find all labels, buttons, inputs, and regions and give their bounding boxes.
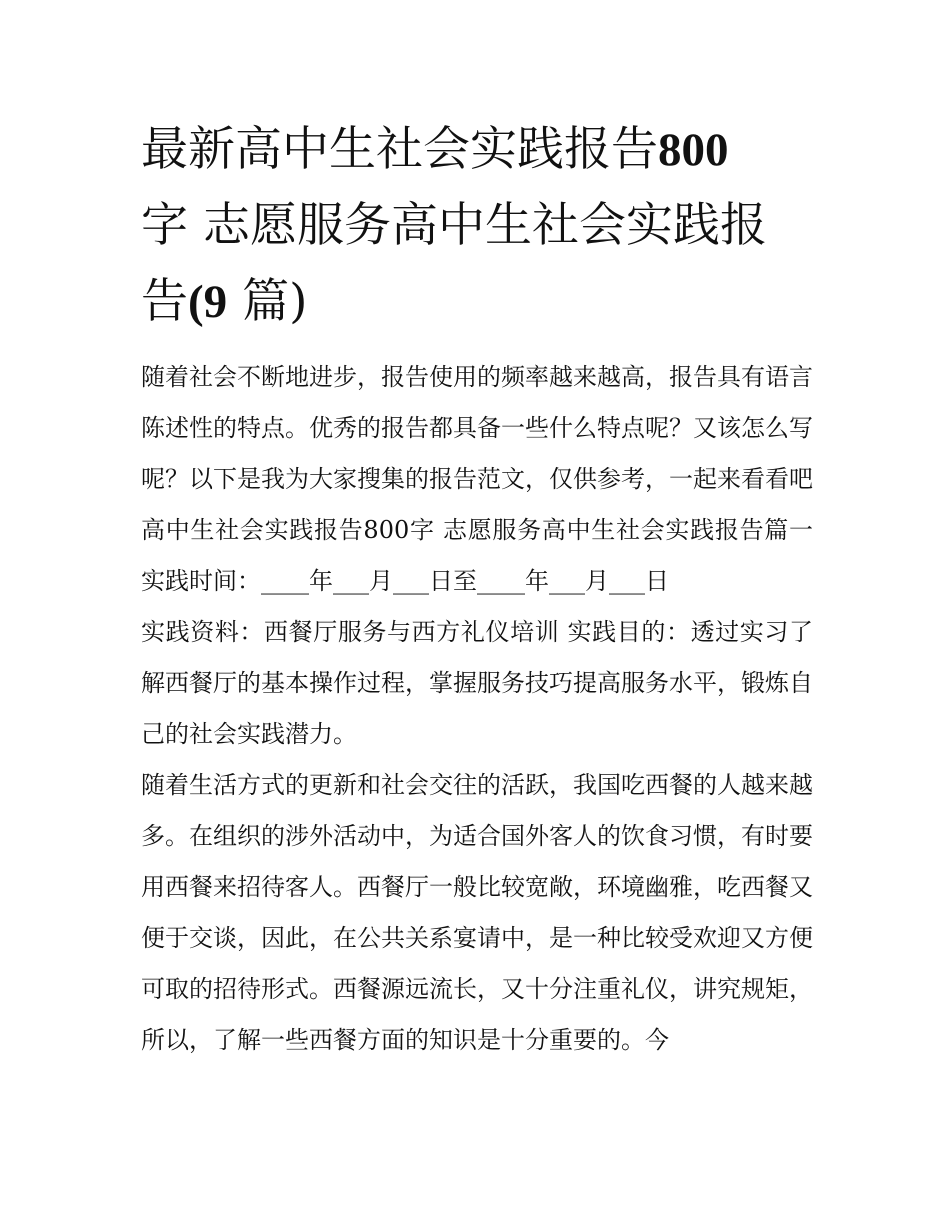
section-heading-paragraph: 高中生社会实践报告800字 志愿服务高中生社会实践报告篇一 实践时间：____年___月___日至____年___月___日 bbox=[141, 516, 813, 595]
title-text-part2: 字 志愿服务高中生社会实践报 bbox=[141, 198, 767, 253]
intro-paragraph: 随着社会不断地进步，报告使用的频率越来越高，报告具有语言陈述性的特点。优秀的报告都具备一些什么特点呢？又该怎么写呢？以下是我为大家搜集的报告范文，仅供参考，一起来看看吧 bbox=[141, 363, 813, 493]
document-body bbox=[141, 112, 813, 1066]
practice-content-paragraph: 实践资料：西餐厅服务与西方礼仪培训 实践目的：透过实习了解西餐厅的基本操作过程，掌握服务技巧提高服务水平，锻炼自己的社会实践潜力。 bbox=[141, 618, 813, 748]
document-title bbox=[141, 112, 813, 340]
title-count: (9 bbox=[188, 276, 228, 328]
title-number: 800 bbox=[658, 124, 729, 176]
title-text-part4: 篇) bbox=[227, 274, 308, 329]
western-dining-paragraph: 随着生活方式的更新和社会交往的活跃，我国吃西餐的人越来越多。在组织的涉外活动中，为适合国外客人的饮食习惯，有时要用西餐来招待客人。西餐厅一般比较宽敞，环境幽雅，吃西餐又便于交谈，因此，在公共关系宴请中，是一种比较受欢迎又方便可取的招待形式。西餐源远流长，又十分注重礼仪，讲究规矩，所以，了解一些西餐方面的知识是十分重要的。今 bbox=[141, 771, 813, 1054]
title-text-part3: 告 bbox=[141, 274, 188, 329]
title-text-part1: 最新高中生社会实践报告 bbox=[141, 122, 658, 177]
